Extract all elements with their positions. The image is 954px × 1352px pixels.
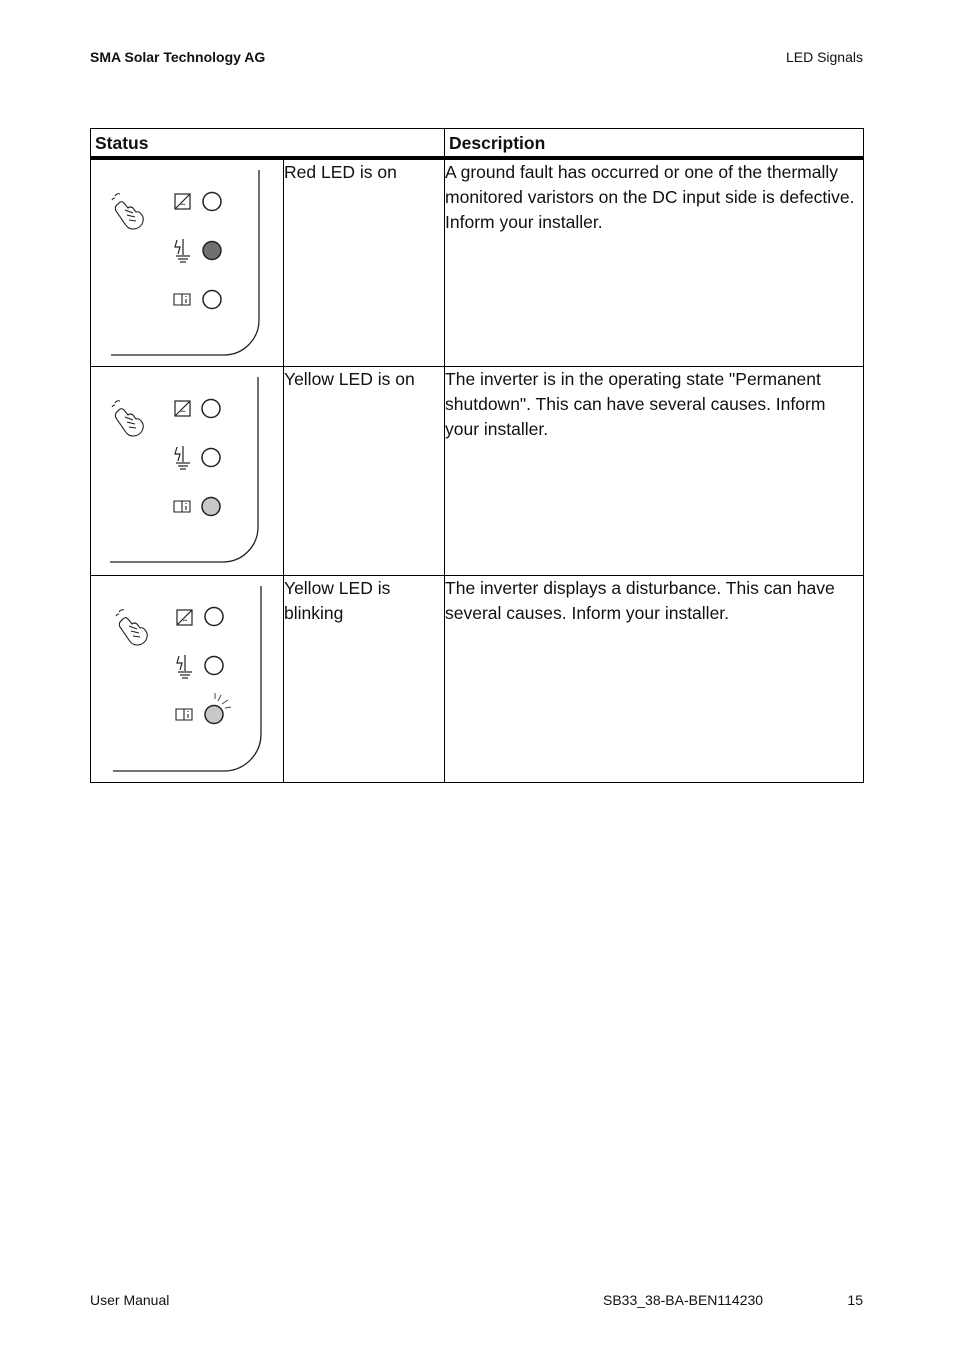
led-earth-fault: [202, 449, 220, 467]
led-panel-illustration: [91, 367, 284, 575]
table-header-row: [91, 129, 864, 159]
led-earth-fault: [205, 657, 223, 675]
description-text: The inverter displays a disturbance. This can have several causes. Inform your installer.: [445, 576, 864, 783]
table-row: [91, 367, 864, 576]
table-row: [91, 576, 864, 783]
status-text: Yellow LED is on: [284, 367, 445, 576]
footer-doc-code: SB33_38-BA-BEN114230: [603, 1292, 764, 1308]
manual-book-icon: [176, 709, 192, 720]
led-panel-figure: [91, 158, 284, 367]
manual-book-icon: [174, 501, 190, 512]
pv-module-symbol-icon: [175, 194, 190, 209]
led-disturbance: [202, 498, 220, 516]
description-text: The inverter is in the operating state "Permanent shutdown". This can have several causes. Inform your installer.: [445, 367, 864, 576]
status-text: Yellow LED is blinking: [284, 576, 445, 783]
led-earth-fault: [203, 242, 221, 260]
led-panel-illustration: [91, 160, 284, 366]
tap-hand-icon: [116, 610, 147, 645]
led-operation: [202, 400, 220, 418]
earth-fault-symbol-icon: [177, 655, 192, 678]
column-header-status: Status: [91, 129, 445, 159]
led-signal-table: [90, 128, 864, 783]
led-panel-figure: [91, 576, 284, 783]
led-panel-figure: [91, 367, 284, 576]
pv-module-symbol-icon: [175, 401, 190, 416]
footer-page-number: 15: [847, 1292, 863, 1308]
led-disturbance: [203, 291, 221, 309]
tap-hand-icon: [112, 401, 143, 436]
header-section: LED Signals: [785, 49, 863, 65]
pv-module-symbol-icon: [177, 610, 192, 625]
tap-hand-icon: [112, 194, 143, 229]
earth-fault-symbol-icon: [175, 446, 190, 469]
manual-book-icon: [174, 294, 190, 305]
led-panel-illustration: [91, 576, 284, 782]
footer-doc-type: User Manual: [90, 1292, 170, 1308]
status-text: Red LED is on: [284, 158, 445, 367]
column-header-description: Description: [445, 129, 864, 159]
led-operation: [203, 193, 221, 211]
header-company: SMA Solar Technology AG: [90, 49, 266, 65]
description-text: A ground fault has occurred or one of the thermally monitored varistors on the DC input side is defective. Inform your installer.: [445, 158, 864, 367]
led-operation: [205, 608, 223, 626]
earth-fault-symbol-icon: [175, 239, 190, 262]
table-row: [91, 158, 864, 367]
led-disturbance: [205, 706, 223, 724]
